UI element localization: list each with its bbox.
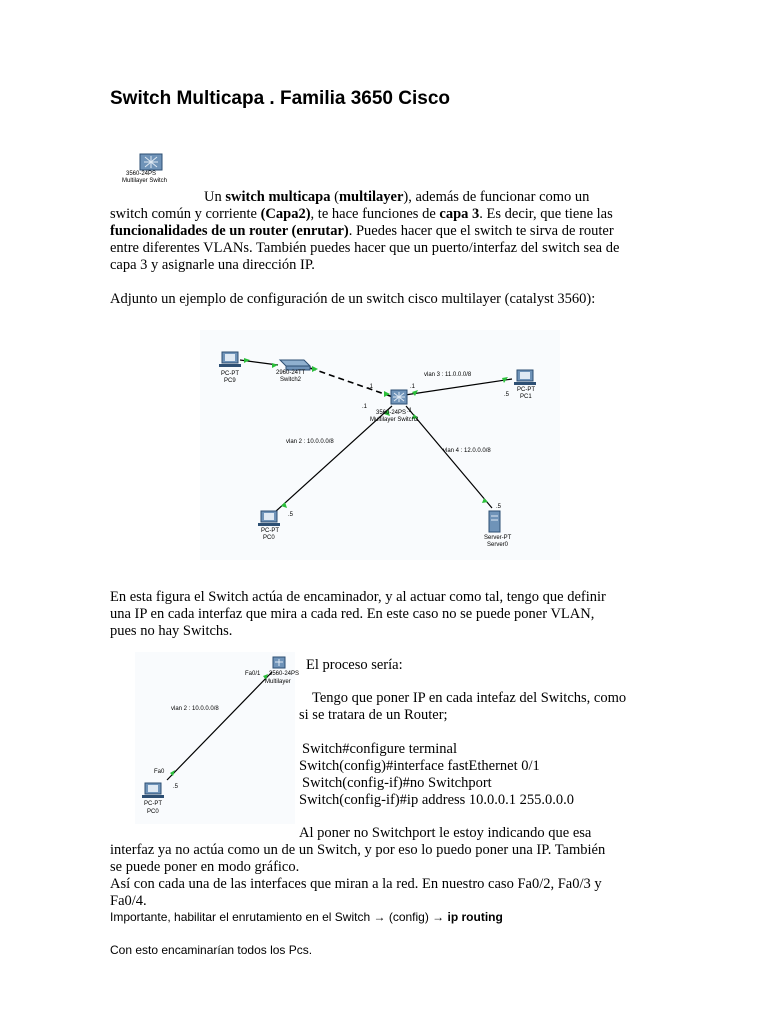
pc0-icon	[258, 511, 280, 526]
pc9-type: PC-PT	[221, 371, 239, 377]
server0-name: Server0	[487, 542, 509, 548]
attach-line: Adjunto un ejemplo de configuración de un switch cisco multilayer (catalyst 3560):	[110, 291, 596, 307]
command-1: Switch#configure terminal	[302, 741, 458, 757]
header-device	[120, 152, 182, 192]
note-line-5: Fa0/4.	[110, 893, 147, 909]
closing-line: Con esto encaminarían todos los Pcs.	[110, 943, 313, 957]
figure-text-line-1: En esta figura el Switch actúa de encaminador, y al actuar como tal, tengo que definir	[110, 589, 606, 605]
pc9-name: PC9	[224, 378, 236, 384]
ml-ip-right: .1	[410, 384, 416, 390]
header-device-type: 3560-24PS	[126, 171, 157, 177]
note-line-3: se puede poner en modo gráfico.	[110, 859, 300, 875]
pc0-type: PC-PT	[261, 528, 279, 534]
small-ml-name: Multilayer	[265, 679, 291, 685]
vlan4-label: vlan 4 : 12.0.0.0/8	[443, 448, 491, 454]
server0-type: Server-PT	[484, 535, 512, 541]
small-pc-type: PC-PT	[144, 801, 162, 807]
pc0-ip: .5	[288, 512, 294, 518]
pc1-icon	[514, 370, 536, 385]
ml-ip-left: .1	[362, 404, 368, 410]
header-device-name: Multilayer Switch	[122, 178, 168, 184]
switch2-name: Switch2	[280, 377, 302, 383]
small-vlan2-label: vlan 2 : 10.0.0.0/8	[171, 706, 219, 712]
server0-icon	[489, 511, 500, 532]
ml-switch-name: Multilayer Switch2	[370, 417, 419, 423]
note-line-1: Al poner no Switchport le estoy indicando que esa	[299, 825, 592, 841]
command-2: Switch(config)#interface fastEthernet 0/1	[299, 758, 540, 774]
arrow-right-icon: →	[373, 910, 386, 924]
arrow-right-icon: →	[432, 910, 445, 924]
pc1-type: PC-PT	[517, 387, 535, 393]
vlan3-label: vlan 3 : 11.0.0.0/8	[424, 372, 472, 378]
command-3: Switch(config-if)#no Switchport	[302, 775, 492, 791]
small-iface-bottom: Fa0	[154, 769, 165, 775]
server0-ip: .5	[496, 504, 502, 510]
small-pc-name: PC0	[147, 809, 159, 815]
intro-line-1: Un switch multicapa (multilayer), además de funcionar como un	[204, 189, 590, 205]
pc9-icon	[219, 352, 241, 367]
figure-text-line-3: pues no hay Switchs.	[110, 623, 233, 639]
command-4: Switch(config-if)#ip address 10.0.0.1 255.0.0.0	[299, 792, 575, 808]
process-line-1: Tengo que poner IP en cada intefaz del Switchs, como	[312, 690, 627, 706]
pc0-name: PC0	[263, 535, 275, 541]
important-note: Importante, habilitar el enrutamiento en el Switch → (config) → ip routing	[110, 910, 503, 924]
process-line-2: si se tratara de un Router;	[299, 707, 448, 723]
vlan2-label: vlan 2 : 10.0.0.0/8	[286, 439, 334, 445]
multilayer-switch-icon	[391, 390, 407, 404]
pc1-ip: .5	[504, 392, 510, 398]
intro-line-5: capa 3 y asignarle una dirección IP.	[110, 257, 315, 273]
note-line-2: interfaz ya no actúa como un de un Switch, y por eso lo puedo poner una IP. También	[110, 842, 606, 858]
small-ml-type: 3560-24PS	[269, 671, 300, 677]
ml-ip-top: .1	[368, 384, 374, 390]
small-topology-diagram	[135, 652, 300, 824]
ml-ip-bottom: .1	[407, 408, 413, 414]
page-title: Switch Multicapa . Familia 3650 Cisco	[110, 88, 451, 109]
intro-line-4: entre diferentes VLANs. También puedes hacer que un puerto/interfaz del switch sea de	[110, 240, 620, 256]
figure-text-line-2: una IP en cada interfaz que mira a cada red. En este caso no se puede poner VLAN,	[110, 606, 595, 622]
network-topology-diagram	[200, 330, 560, 560]
ml-switch-type: 3560-24PS	[376, 410, 407, 416]
pc1-name: PC1	[520, 394, 532, 400]
small-pc0-icon	[142, 783, 164, 798]
small-pc-ip: .5	[173, 784, 179, 790]
process-heading: El proceso sería:	[306, 657, 403, 673]
intro-line-3: funcionalidades de un router (enrutar). Puedes hacer que el switch te sirva de router	[110, 223, 614, 239]
small-multilayer-icon	[273, 657, 285, 668]
note-line-4: Así con cada una de las interfaces que miran a la red. En nuestro caso Fa0/2, Fa0/3 y	[110, 876, 602, 892]
intro-line-2: switch común y corriente (Capa2), te hace funciones de capa 3. Es decir, que tiene las	[110, 206, 613, 222]
switch2-type: 2960-24TT	[276, 370, 306, 376]
small-iface-top: Fa0/1	[245, 671, 261, 677]
